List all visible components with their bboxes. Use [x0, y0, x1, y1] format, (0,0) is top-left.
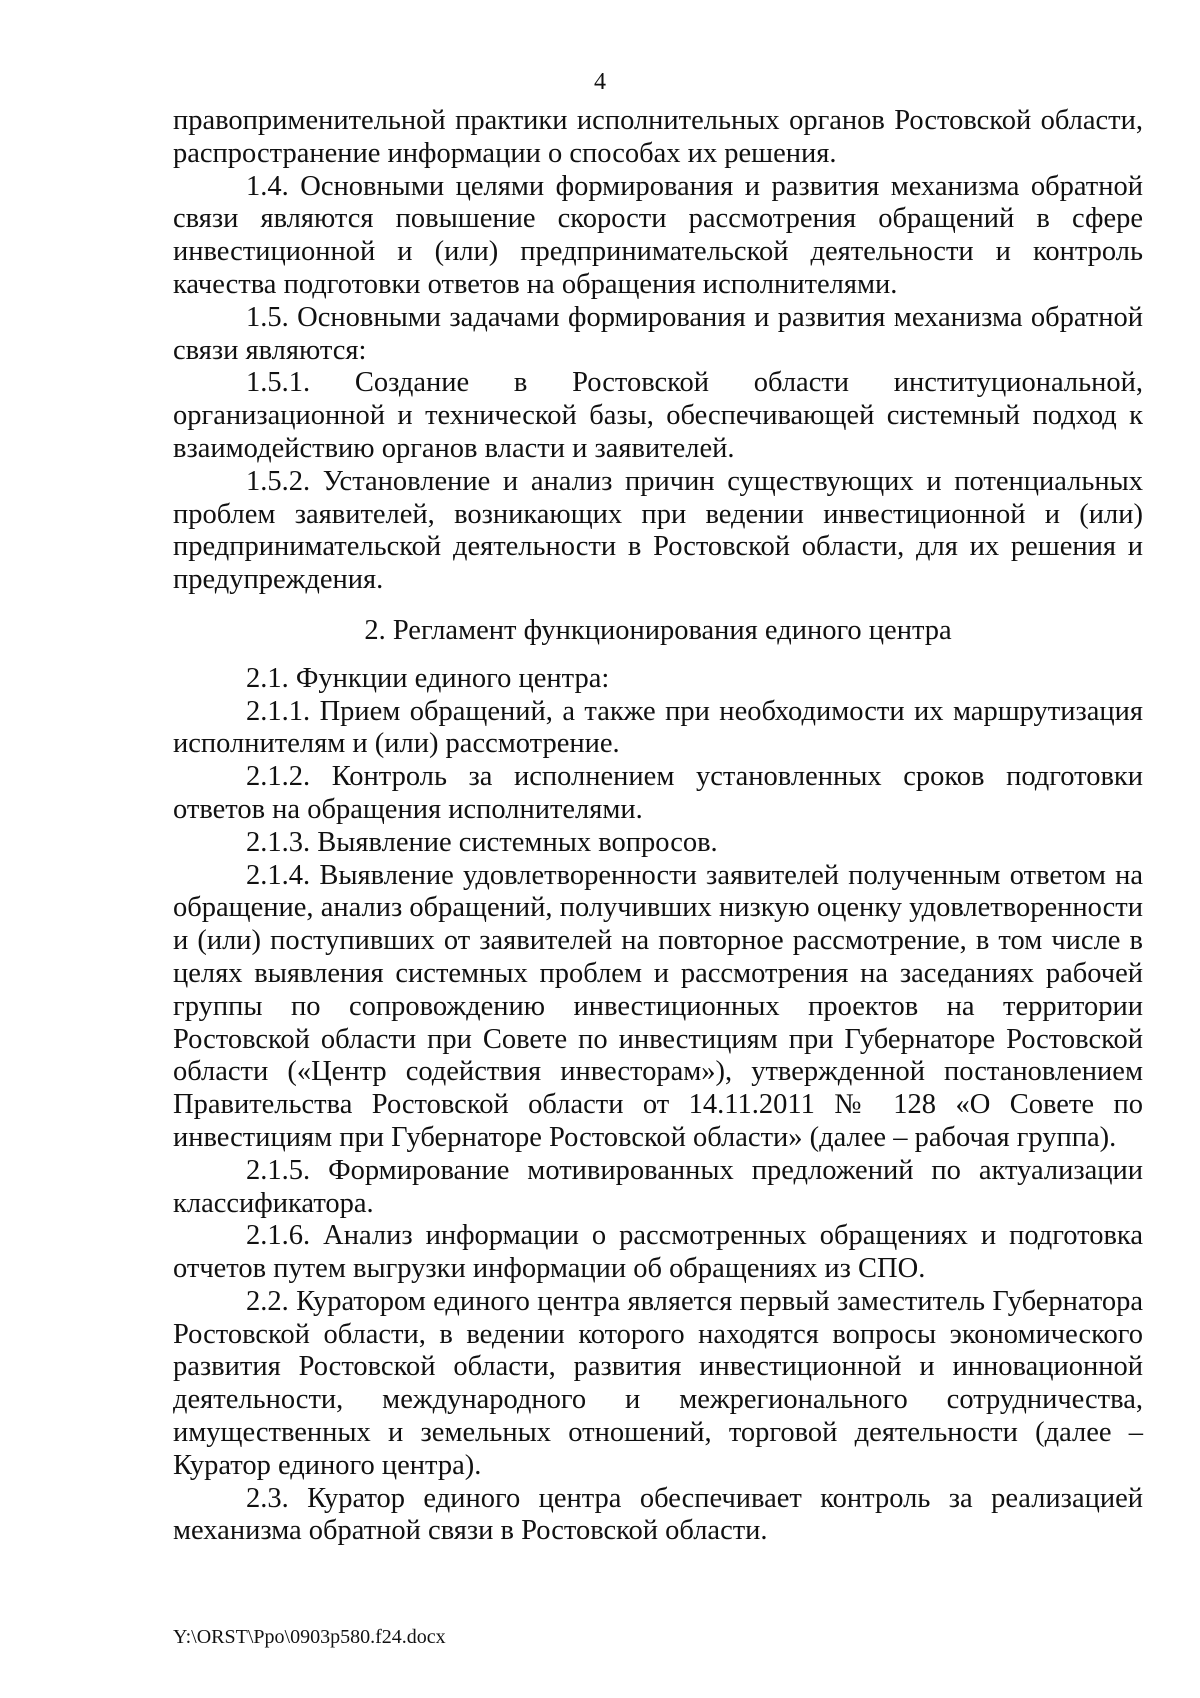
paragraph-2-1-4: 2.1.4. Выявление удовлетворенности заявителей полученным ответом на обращение, анализ обращений, получивших низкую оценку удовлетворенности и (или) поступивших от заявителей на повторное рассмотрение, в том числе в целях выявления системных проблем и рассмотрения на заседаниях рабочей группы по сопровождению инвестиционных проектов на территории Ростовской области при Совете по инвестициям при Губернаторе Ростовской области («Центр содействия инвесторам»), утвержденной постановлением Правительства Ростовской области от 14.11.2011 № 128 «О Совете по инвестициям при Губернаторе Ростовской области» (далее – рабочая группа).: [173, 859, 1143, 1153]
paragraph-continuation: правоприменительной практики исполнительных органов Ростовской области, распространение информации о способах их решения.: [173, 105, 1143, 169]
paragraph-2-3: 2.3. Куратор единого центра обеспечивает контроль за реализацией механизма обратной связи в Ростовской области.: [173, 1482, 1143, 1547]
footer-file-path: Y:\ORST\Ppo\0903p580.f24.docx: [173, 1626, 446, 1648]
page-number: 4: [594, 69, 606, 95]
document-body: [173, 105, 1143, 1548]
paragraph-1-5-1: 1.5.1. Создание в Ростовской области институциональной, организационной и технической базы, обеспечивающей системный подход к взаимодействию органов власти и заявителей.: [173, 367, 1143, 464]
paragraph-1-5-2: 1.5.2. Установление и анализ причин существующих и потенциальных проблем заявителей, возникающих при ведении инвестиционной и (или) предпринимательской деятельности в Ростовской области, для их решения и предупреждения.: [173, 465, 1143, 596]
section-heading: 2. Регламент функционирования единого центра: [364, 614, 952, 646]
paragraph-2-1: 2.1. Функции единого центра:: [246, 662, 610, 694]
paragraph-2-1-3: 2.1.3. Выявление системных вопросов.: [246, 826, 718, 858]
paragraph-2-1-6: 2.1.6. Анализ информации о рассмотренных обращениях и подготовка отчетов путем выгрузки информации об обращениях из СПО.: [173, 1220, 1143, 1285]
paragraph-2-2: 2.2. Куратором единого центра является первый заместитель Губернатора Ростовской области, в ведении которого находятся вопросы экономического развития Ростовской области, развития инвестиционной и инновационной деятельности, международного и межрегионального сотрудничества, имущественных и земельных отношений, торговой деятельности (далее – Куратор единого центра).: [173, 1285, 1143, 1481]
paragraph-1-5: 1.5. Основными задачами формирования и развития механизма обратной связи являются:: [173, 301, 1143, 366]
paragraph-2-1-1: 2.1.1. Прием обращений, а также при необходимости их маршрутизация исполнителям и (или) рассмотрение.: [173, 695, 1143, 760]
paragraph-1-4: 1.4. Основными целями формирования и развития механизма обратной связи являются повышение скорости рассмотрения обращений в сфере инвестиционной и (или) предпринимательской деятельности и контроль качества подготовки ответов на обращения исполнителями.: [173, 170, 1143, 300]
paragraph-2-1-2: 2.1.2. Контроль за исполнением установленных сроков подготовки ответов на обращения исполнителями.: [173, 761, 1143, 825]
paragraph-2-1-5: 2.1.5. Формирование мотивированных предложений по актуализации классификатора.: [173, 1154, 1143, 1219]
